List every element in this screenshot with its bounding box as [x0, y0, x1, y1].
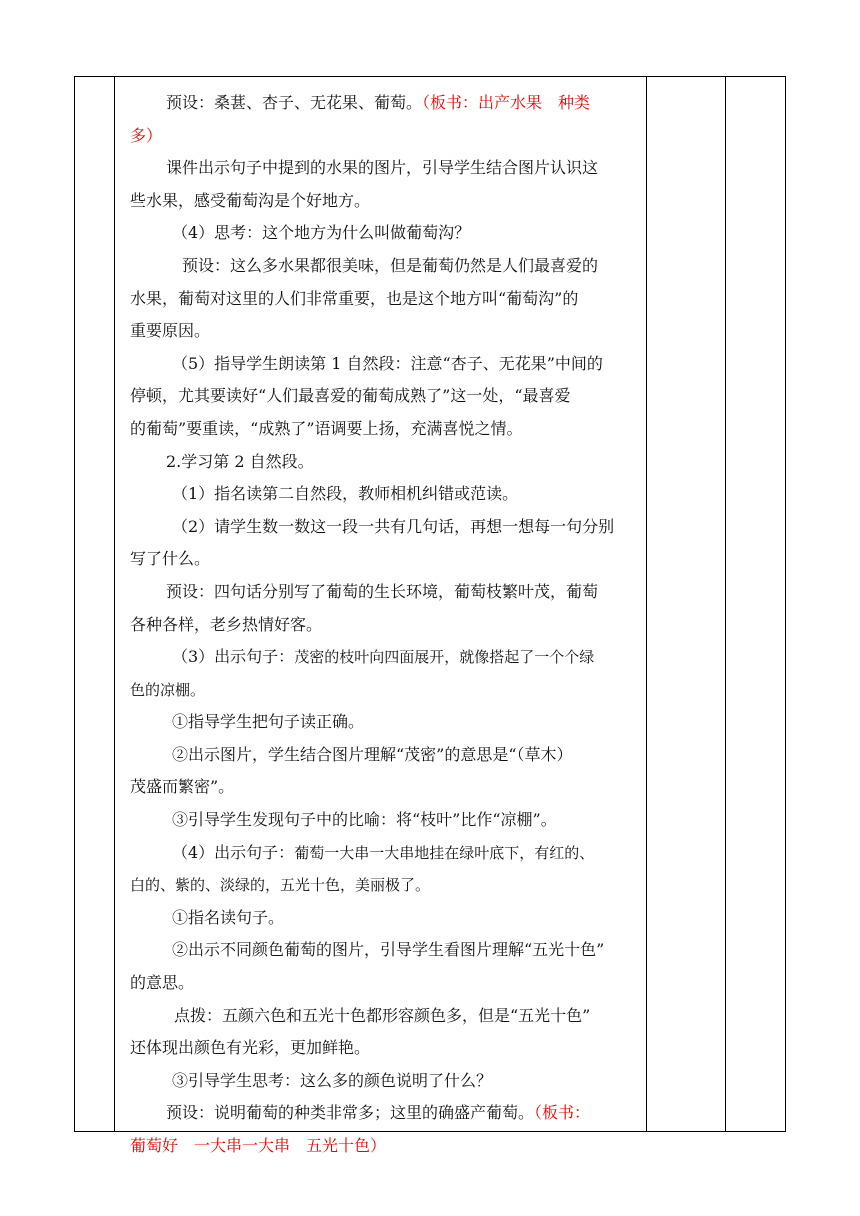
text-span: （4）出示句子：: [172, 842, 295, 862]
text-line: [130, 1000, 642, 1033]
column-divider-3: [725, 77, 726, 1131]
text-line: [130, 152, 642, 185]
text-line: [130, 1130, 642, 1163]
text-line: [130, 217, 642, 250]
text-line: [130, 348, 642, 381]
text-line: [130, 967, 642, 1000]
text-line: [130, 478, 642, 511]
board-note-text: 多）: [130, 125, 163, 145]
text-line: [130, 185, 642, 218]
quoted-sentence-text: 茂密的枝叶向四面展开，就像搭起了一个个绿: [294, 648, 595, 667]
text-span: 水果，葡萄对这里的人们非常重要，也是这个地方叫“葡萄沟”的: [130, 288, 579, 308]
text-span: 还体现出颜色有光彩，更加鲜艳。: [130, 1038, 371, 1058]
text-span: （5）指导学生朗读第 1 自然段：注意“杏子、无花果”中间的: [172, 353, 603, 373]
text-span: ①指导学生把句子读正确。: [172, 712, 365, 732]
text-line: [130, 315, 642, 348]
quoted-sentence-text: 色的凉棚。: [130, 680, 206, 699]
text-span: 点拨：五颜六色和五光十色都形容颜色多，但是“五光十色”: [174, 1005, 591, 1025]
text-span: 茂盛而繁密”。: [130, 777, 235, 797]
text-span: （3）出示句子：: [172, 647, 295, 667]
text-line: [130, 1065, 642, 1098]
text-span: 预设：说明葡萄的种类非常多；这里的确盛产葡萄。: [166, 1103, 535, 1123]
text-line: [130, 934, 642, 967]
text-span: （2）请学生数一数这一段一共有几句话，再想一想每一句分别: [172, 516, 615, 536]
board-note-text: 葡萄好 一大串一大串 五光十色）: [130, 1136, 387, 1155]
text-line: [130, 576, 642, 609]
text-span: 预设：这么多水果都很美味，但是葡萄仍然是人们最喜爱的: [182, 255, 599, 275]
text-line: [130, 902, 642, 935]
lesson-content-cell: [130, 87, 642, 1163]
text-span: 预设：桑葚、杏子、无花果、葡萄。: [166, 93, 423, 112]
text-line: [130, 1032, 642, 1065]
text-span: 写了什么。: [130, 549, 211, 569]
text-line: [130, 250, 642, 283]
text-line: [130, 413, 642, 446]
text-line: [130, 1097, 642, 1130]
text-span: ②出示不同颜色葡萄的图片，引导学生看图片理解“五光十色”: [172, 940, 605, 960]
column-divider-1: [114, 77, 115, 1131]
text-span: 的葡萄”要重读，“成熟了”语调要上扬，充满喜悦之情。: [130, 418, 523, 438]
text-span: 些水果，感受葡萄沟是个好地方。: [130, 190, 371, 210]
text-span: 重要原因。: [130, 321, 211, 341]
text-line: [130, 543, 642, 576]
text-line: [130, 674, 642, 707]
text-line: [130, 609, 642, 642]
text-line: [130, 283, 642, 316]
text-span: 的意思。: [130, 973, 195, 993]
text-span: 各种各样，老乡热情好客。: [130, 614, 323, 634]
lesson-table: [74, 76, 786, 1155]
text-line: [130, 804, 642, 837]
text-line: [130, 739, 642, 772]
text-line: [130, 869, 642, 902]
text-line: [130, 641, 642, 674]
text-span: 课件出示句子中提到的水果的图片，引导学生结合图片认识这: [166, 158, 599, 178]
quoted-sentence-text: 白的、紫的、淡绿的，五光十色，美丽极了。: [130, 876, 431, 895]
text-line: [130, 511, 642, 544]
column-divider-2: [646, 77, 647, 1131]
text-span: ③引导学生思考：这么多的颜色说明了什么？: [172, 1070, 493, 1090]
board-note-text: （板书：: [534, 1103, 591, 1123]
text-line: [130, 87, 642, 120]
text-line: [130, 771, 642, 804]
text-span: ①指名读句子。: [172, 907, 285, 927]
text-line: [130, 120, 642, 153]
text-span: （4）思考：这个地方为什么叫做葡萄沟？: [172, 223, 471, 243]
text-span: 停顿，尤其要读好“人们最喜爱的葡萄成熟了”这一处，“最喜爱: [130, 386, 571, 406]
text-span: ③引导学生发现句子中的比喻：将“枝叶”比作“凉棚”。: [172, 810, 557, 830]
text-span: ②出示图片，学生结合图片理解“茂密”的意思是“（草木）: [172, 744, 573, 764]
text-line: [130, 380, 642, 413]
text-line: [130, 446, 642, 479]
text-line: [130, 706, 642, 739]
text-line: [130, 837, 642, 870]
text-span: （1）指名读第二自然段，教师相机纠错或范读。: [172, 484, 519, 504]
board-note-text: （板书：出产水果 种类: [422, 93, 591, 112]
text-span: 2.学习第 2 自然段。: [166, 451, 314, 471]
text-span: 预设：四句话分别写了葡萄的生长环境，葡萄枝繁叶茂，葡萄: [166, 581, 599, 601]
quoted-sentence-text: 葡萄一大串一大串地挂在绿叶底下，有红的、: [294, 843, 595, 862]
